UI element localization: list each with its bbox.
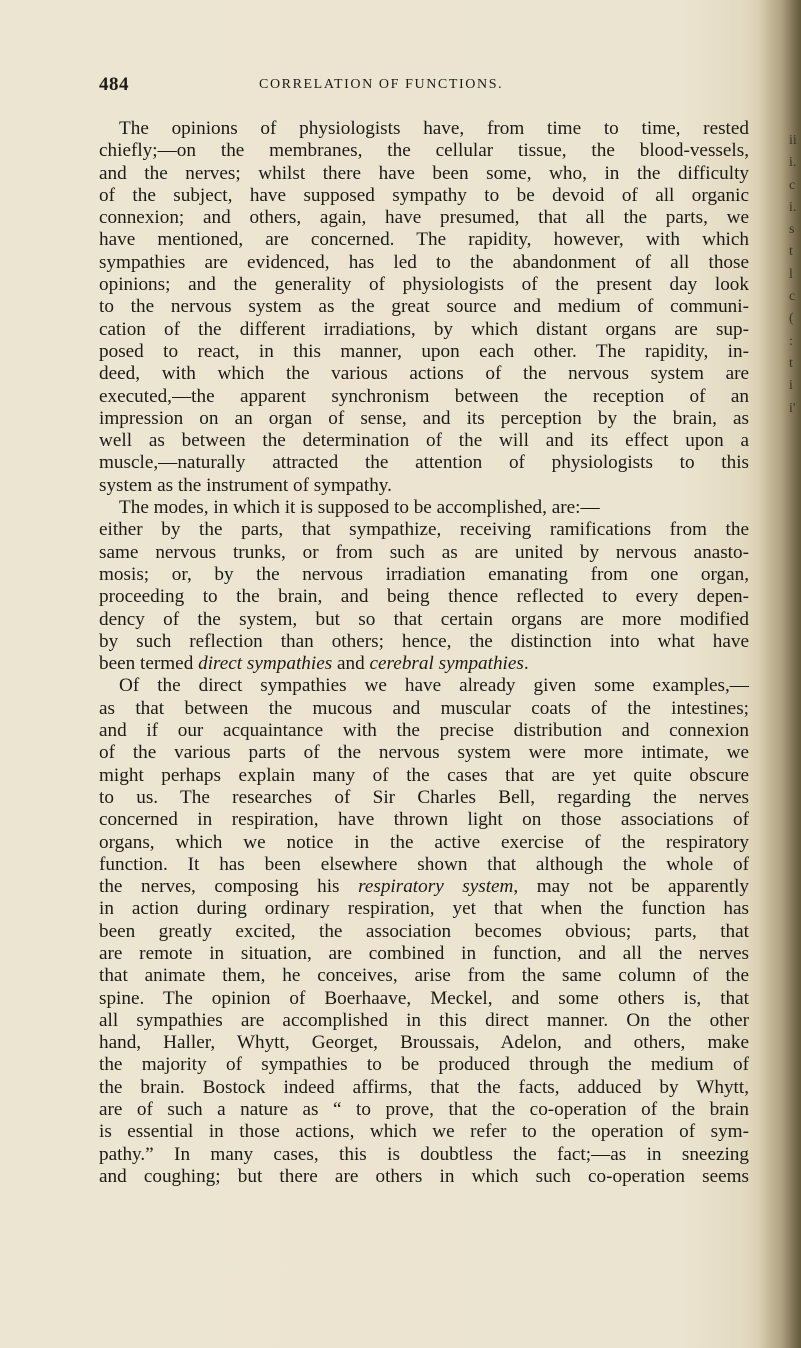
text-line: mosis; or, by the nervous irradiation emanating from one organ, (99, 563, 749, 585)
text-line: system as the instrument of sympathy. (99, 474, 392, 496)
text-line: either by the parts, that sympathize, receiving ramifications from the (99, 519, 749, 541)
fragment: i' (789, 400, 796, 416)
text-line: and the nerves; whilst there have been some, who, in the difficulty (99, 162, 749, 184)
fragment: l (789, 266, 793, 282)
text-line: impression on an organ of sense, and its perception by the brain, as (99, 407, 749, 429)
fragment: c (789, 177, 796, 193)
text-line: dency of the system, but so that certain organs are more modified (99, 608, 749, 630)
text-line: all sympathies are accomplished in this direct manner. On the other (99, 1009, 749, 1031)
text-line: pathy.” In many cases, this is doubtless the fact;—as in sneezing (99, 1143, 749, 1165)
text-line: are remote in situation, are combined in function, and all the nerves (99, 942, 749, 964)
text-line: concerned in respiration, have thrown light on those associations of (99, 809, 749, 831)
fragment: i (789, 378, 793, 394)
text-line: are of such a nature as “ to prove, that the co-operation of the brain (99, 1099, 749, 1121)
fragment: : (789, 333, 793, 349)
fragment: i. (789, 199, 797, 215)
fragment: c (789, 289, 796, 305)
page-header (99, 74, 749, 98)
text-line: muscle,—naturally attracted the attention of physiologists to this (99, 452, 749, 474)
facing-page-fragments (789, 130, 799, 420)
text-line: of the various parts of the nervous system were more intimate, we (99, 742, 749, 764)
text-line: the brain. Bostock indeed affirms, that the facts, adduced by Whytt, (99, 1076, 749, 1098)
text-line: and coughing; but there are others in which such co-operation seems (99, 1165, 749, 1187)
text-line: the majority of sympathies to be produced through the medium of (99, 1054, 749, 1076)
text-line: have mentioned, are concerned. The rapidity, however, with which (99, 229, 749, 251)
text-line-italic-terms (99, 653, 749, 675)
text-line: of the subject, have supposed sympathy to be devoid of all organic (99, 184, 749, 206)
text-line: hand, Haller, Whytt, Georget, Broussais, Adelon, and others, make (99, 1032, 749, 1054)
text-line: and if our acquaintance with the precise distribution and connexion (99, 720, 749, 742)
text-line: proceeding to the brain, and being thence reflected to every depen- (99, 586, 749, 608)
fragment: ( (789, 311, 794, 327)
text-line: The opinions of physiologists have, from time to time, rested (119, 118, 749, 139)
text-line: cation of the different irradiations, by which distant organs are sup- (99, 318, 749, 340)
text-line: chiefly;—on the membranes, the cellular tissue, the blood-vessels, (99, 140, 749, 162)
fragment: ii (789, 133, 797, 148)
text-line: Of the direct sympathies we have already given some examples,— (119, 675, 749, 697)
text-line: in action during ordinary respiration, yet that when the function has (99, 898, 749, 920)
text-line: that animate them, he conceives, arise from the same column of the (99, 965, 749, 987)
text-line: organs, which we notice in the active exercise of the respiratory (99, 831, 749, 853)
text-line: deed, with which the various actions of the nervous system are (99, 363, 749, 385)
text-line: opinions; and the generality of physiologists of the present day look (99, 274, 749, 296)
page-number: 484 (99, 74, 129, 95)
binding-gutter (759, 0, 801, 1348)
text-line: to the nervous system as the great source and medium of communi- (99, 296, 749, 318)
fragment: i. (789, 155, 797, 171)
fragment: t (789, 355, 793, 371)
body-text (99, 118, 749, 1188)
text-line: same nervous trunks, or from such as are united by nervous anasto- (99, 541, 749, 563)
text-line: spine. The opinion of Boerhaave, Meckel, and some others is, that (99, 987, 749, 1009)
text-line: executed,—the apparent synchronism between the reception of an (99, 385, 749, 407)
text-line: been greatly excited, the association becomes obvious; parts, that (99, 920, 749, 942)
text-line: posed to react, in this manner, upon each other. The rapidity, in- (99, 340, 749, 362)
text-line: been termed direct sympathies and cerebral sympathies. (99, 653, 529, 675)
text-line: well as between the determination of the will and its effect upon a (99, 430, 749, 452)
text-line: function. It has been elsewhere shown that although the whole of (99, 853, 749, 875)
text-line: The modes, in which it is supposed to be accomplished, are:— (119, 497, 600, 519)
text-line: is essential in those actions, which we refer to the operation of sym- (99, 1121, 749, 1143)
text-line: as that between the mucous and muscular coats of the intestines; (99, 697, 749, 719)
running-head: CORRELATION OF FUNCTIONS. (259, 77, 504, 92)
text-line: connexion; and others, again, have presumed, that all the parts, we (99, 207, 749, 229)
text-line: by such reflection than others; hence, the distinction into what have (99, 630, 749, 652)
text-line: sympathies are evidenced, has led to the abandonment of all those (99, 251, 749, 273)
fragment: t (789, 244, 793, 260)
text-line: the nerves, composing his respiratory system, may not be apparently (99, 876, 749, 898)
fragment: s (789, 222, 795, 238)
text-line: to us. The researches of Sir Charles Bell, regarding the nerves (99, 786, 749, 808)
text-line: might perhaps explain many of the cases that are yet quite obscure (99, 764, 749, 786)
